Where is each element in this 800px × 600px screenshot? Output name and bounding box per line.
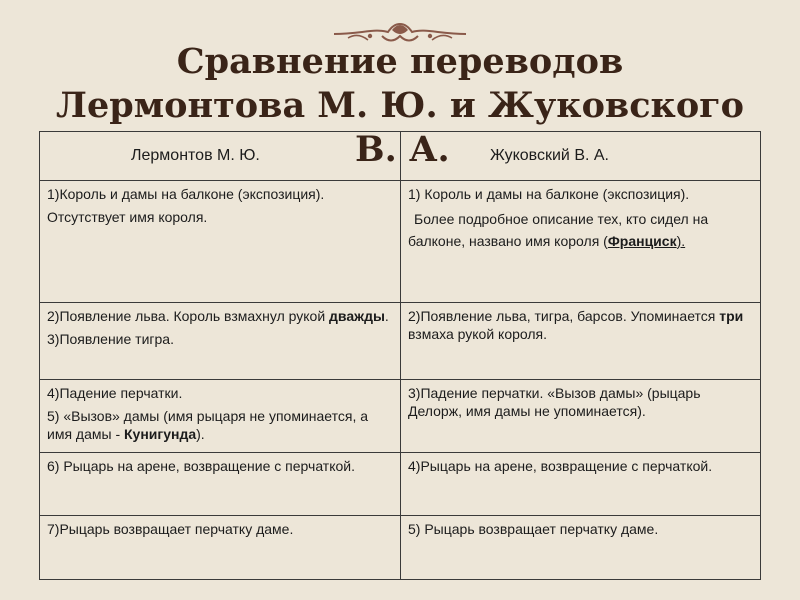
cell-text [47, 407, 394, 443]
cell-text: 4)Рыцарь на арене, возвращение с перчаткой. [408, 458, 713, 474]
table-row [40, 181, 761, 303]
cell-text: 4)Падение перчатки. [47, 385, 183, 401]
cell-text: 7)Рыцарь возвращает перчатку даме. [47, 521, 294, 537]
cell-lermontov [40, 453, 401, 516]
page-title-line-2: Лермонтова М. Ю. и Жуковского [56, 85, 744, 126]
cell-text-part: ). [196, 426, 205, 442]
cell-text: 3)Появление тигра. [47, 331, 174, 347]
emphasis-lady-name: Кунигунда [124, 426, 197, 442]
cell-text-part: 2)Появление льва. Король взмахнул рукой [47, 308, 330, 324]
table-row [40, 380, 761, 453]
cell-lermontov [40, 516, 401, 580]
table-row [40, 516, 761, 580]
table-row [40, 453, 761, 516]
header-lermontov-label: Лермонтов М. Ю. [131, 147, 260, 164]
emphasis-king-name: Франциск [607, 233, 677, 249]
cell-zhukovsky [401, 453, 761, 516]
comparison-table [39, 131, 761, 580]
cell-text [408, 307, 754, 343]
cell-lermontov [40, 380, 401, 453]
cell-text: Отсутствует имя короля. [47, 209, 208, 225]
header-zhukovsky [401, 132, 761, 181]
header-zhukovsky-label: Жуковский В. А. [490, 147, 609, 164]
cell-text-part: ). [676, 233, 686, 249]
cell-text-part: Более подробное описание тех, кто сидел на балконе, названо имя короля ( [408, 211, 709, 249]
cell-text: 1) Король и дамы на балконе (экспозиция). [408, 186, 690, 202]
cell-text: 5) Рыцарь возвращает перчатку даме. [408, 521, 659, 537]
cell-text-part: . [384, 308, 389, 324]
cell-zhukovsky [401, 380, 761, 453]
cell-zhukovsky [401, 516, 761, 580]
cell-text: 6) Рыцарь на арене, возвращение с перчаткой. [47, 458, 355, 474]
cell-text: 1)Король и дамы на балконе (экспозиция). [47, 186, 325, 202]
cell-text: 3)Падение перчатки. «Вызов дамы» (рыцарь Делорж, имя дамы не упоминается). [408, 385, 701, 419]
emphasis-three: три [719, 308, 744, 324]
emphasis-twice: дважды [329, 308, 385, 324]
table-row [40, 303, 761, 380]
cell-text-part: взмаха рукой короля. [408, 326, 548, 342]
header-lermontov [40, 132, 401, 181]
cell-zhukovsky [401, 303, 761, 380]
cell-lermontov [40, 181, 401, 303]
cell-lermontov [40, 303, 401, 380]
cell-text [47, 307, 394, 325]
cell-zhukovsky [401, 181, 761, 303]
page-title-line-1: Сравнение переводов [176, 41, 624, 82]
page-title-line-3: В. А. [355, 129, 450, 170]
cell-text-part: 5) «Вызов» дамы (имя рыцаря не упоминается, а имя дамы - [47, 408, 369, 442]
cell-text [408, 208, 754, 252]
cell-text-part: 2)Появление льва, тигра, барсов. Упоминается [408, 308, 720, 324]
